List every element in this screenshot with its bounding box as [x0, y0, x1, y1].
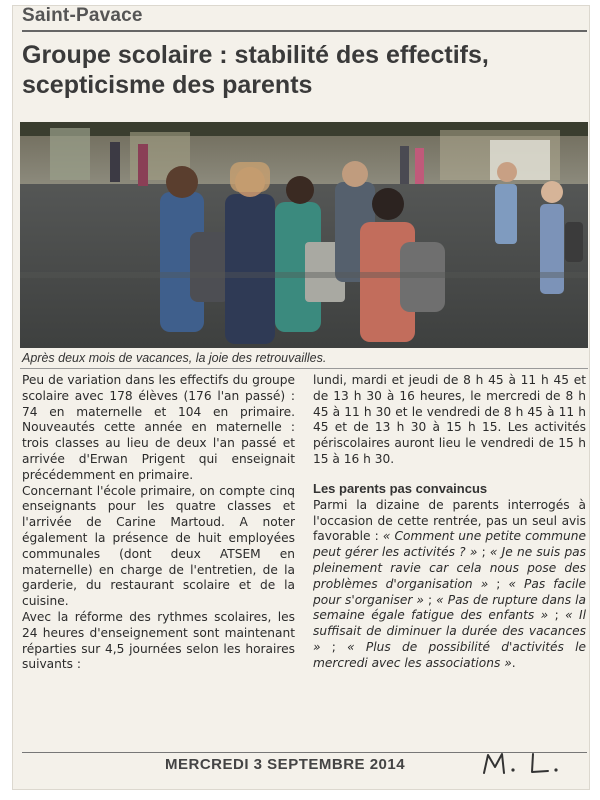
parent-quote: « Comment une petite commune peut gérer les activités ? » [313, 529, 586, 560]
parent-quote: « Plus de possibilité d'activités le mercredi avec les associations » [313, 639, 586, 670]
handwritten-initials [478, 749, 568, 777]
header-rule [22, 30, 587, 32]
article-paragraph-quotes: Parmi la dizaine de parents interrogés à l'occasion de cette rentrée, pas un seul avis favorable : « Comment une petite commune peut gérer les activités ? » ; « Je ne suis pas pleinement ravie car cela nous pose des problèmes d'organisation » ; « Pas facile pour s'organiser » ; « Pas de rupture dans la semaine égale fatigue des enfants » ; « Il suffisait de diminuer la durée des vacances » ; « Plus de possibilité d'activités le mercredi avec les associations ». [313, 497, 586, 670]
article-paragraph: Concernant l'école primaire, on compte cinq enseignants pour les quatre classes et l'arrivée de Carine Martoud. A noter également la présence de huit employées communales (dont deux ATSEM en maternelle) en charge de l'entretien, de la garderie, du restaurant scolaire et de la cuisine. [22, 483, 295, 609]
publication-date: MERCREDI 3 SEPTEMBRE 2014 [165, 756, 406, 773]
article-subhead: Les parents pas convaincus [313, 480, 488, 496]
parent-quote: « Je ne suis pas pleinement ravie car cela nous pose des problèmes d'organisation » [313, 545, 586, 591]
article-column-right [313, 373, 586, 672]
parent-quote: « Pas facile pour s'organiser » [313, 576, 586, 607]
headline [22, 40, 587, 100]
caption-rule [20, 368, 588, 369]
parent-quote: « Il suffisait de diminuer la durée des vacances » [313, 608, 586, 654]
photo-caption: Après deux mois de vacances, la joie des retrouvailles. [22, 351, 327, 365]
article-paragraph: lundi, mardi et jeudi de 8 h 45 à 11 h 45 et de 13 h 30 à 16 heures, le mercredi de 8 h 45 à 11 h 30 et le vendredi de 8 h 45 à 11 h 45 et de 13 h 30 à 15 h 15. Les activités périscolaires auront lieu le vendredi de 15 h 15 à 16 h 30. [313, 373, 586, 466]
article-paragraph: Peu de variation dans les effectifs du groupe scolaire avec 178 élèves (176 l'an passé) : 74 en maternelle et 104 en primaire. Nouveautés cette année en maternelle : trois classes au lieu de deux l'an passé et arrivée d'Erwan Prigent qui enseignait précédemment en primaire. [22, 373, 295, 482]
headline-line-1: Groupe scolaire : stabilité des effectifs, [22, 41, 489, 69]
parent-quote: « Pas de rupture dans la semaine égale fatigue des enfants » [313, 592, 586, 623]
headline-line-2: scepticisme des parents [22, 71, 313, 99]
quotes-intro: Parmi la dizaine de parents interrogés à l'occasion de cette rentrée, pas un seul avis favorable : [313, 497, 586, 544]
schoolyard-photo-illustration [20, 122, 588, 348]
article-paragraph: Avec la réforme des rythmes scolaires, les 24 heures d'enseignement sont maintenant réparties sur 4,5 journées selon les horaires suivants : [22, 609, 295, 672]
schoolyard-photo [20, 122, 588, 348]
article-column-left [22, 373, 295, 673]
section-label: Saint-Pavace [22, 5, 143, 26]
